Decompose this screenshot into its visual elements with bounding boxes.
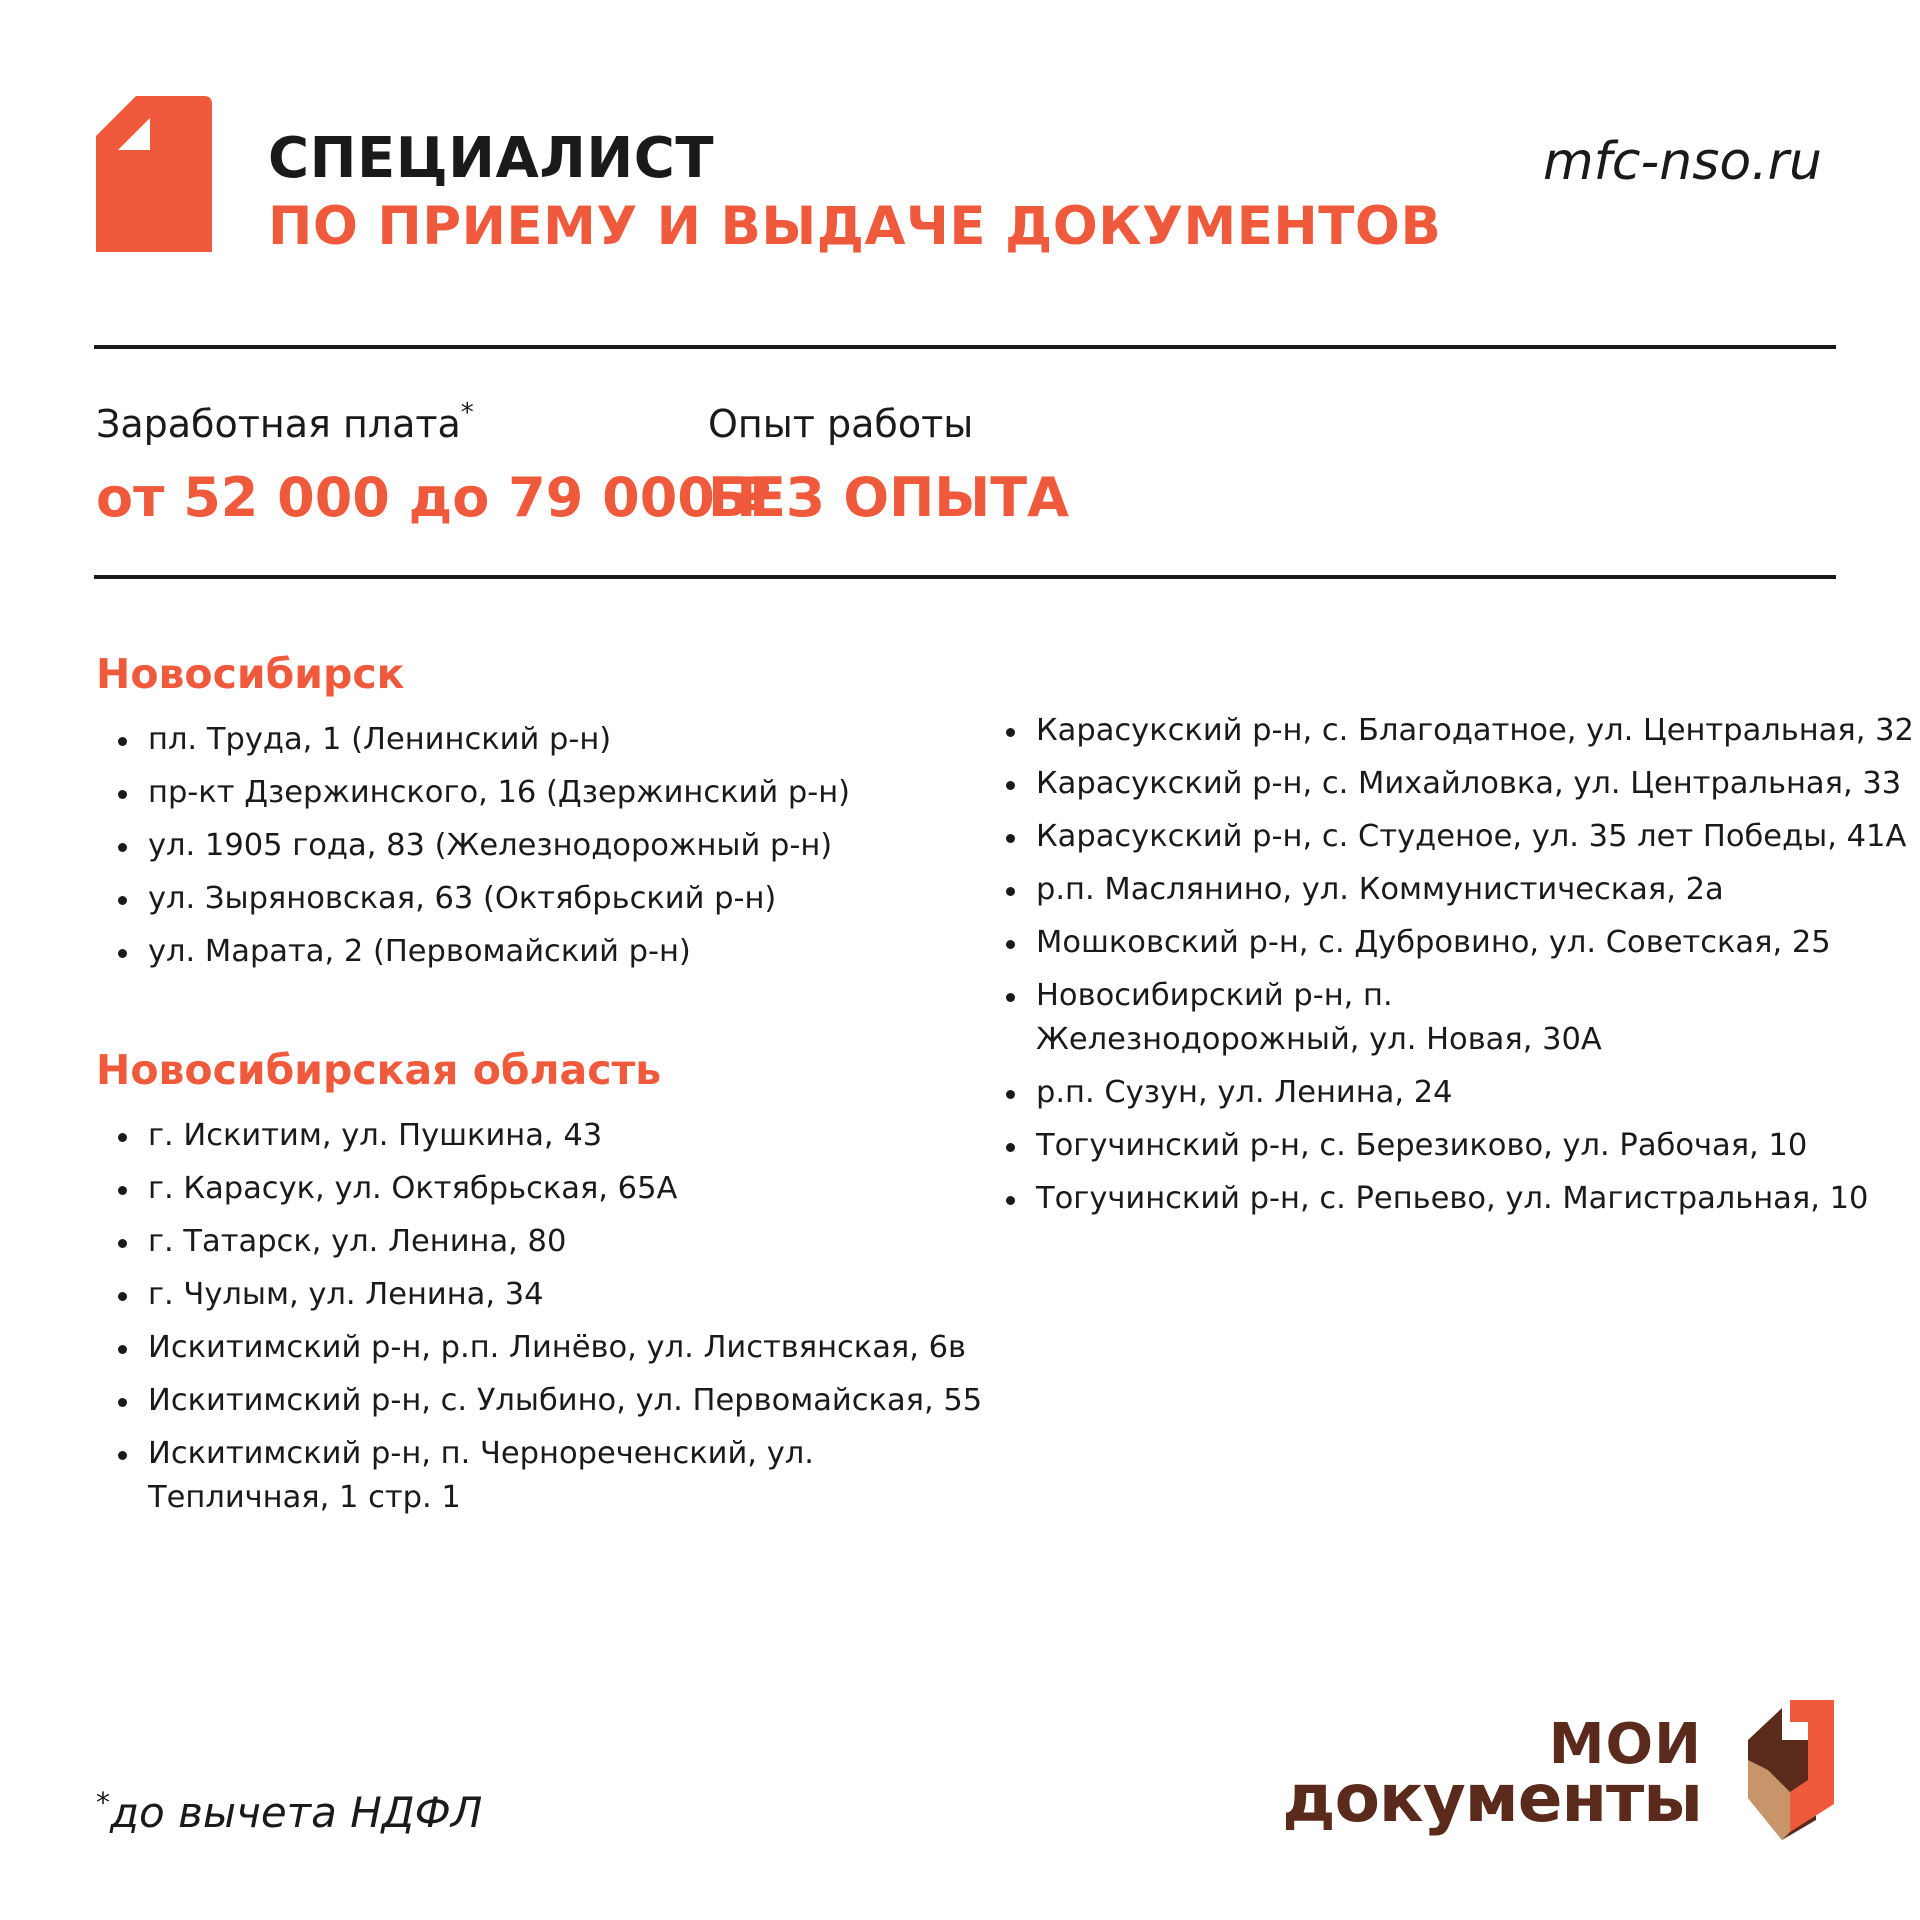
- footnote-text: до вычета НДФЛ: [110, 1788, 483, 1837]
- list-item: ул. Зыряновская, 63 (Октябрьский р-н): [96, 877, 956, 921]
- my-documents-logo-icon: [1728, 1700, 1836, 1844]
- list-item: ул. Марата, 2 (Первомайский р-н): [96, 930, 956, 974]
- salary-label: [96, 398, 474, 446]
- document-icon: [96, 96, 212, 252]
- section-title-region: Новосибирская область: [96, 1046, 662, 1094]
- list-item: Тогучинский р-н, с. Березиково, ул. Рабочая, 10: [984, 1124, 1864, 1168]
- experience-value: БЕЗ ОПЫТА: [708, 466, 1069, 529]
- list-item: пл. Труда, 1 (Ленинский р-н): [96, 718, 956, 762]
- divider-top: [94, 345, 1836, 349]
- experience-label: Опыт работы: [708, 402, 974, 446]
- page-title: СПЕЦИАЛИСТ: [268, 126, 715, 191]
- address-list-region: [96, 1114, 983, 1529]
- list-item: ул. 1905 года, 83 (Железнодорожный р-н): [96, 824, 956, 868]
- footnote: [96, 1788, 482, 1837]
- salary-label-text: Заработная плата: [96, 402, 461, 446]
- list-item: Искитимский р-н, п. Чернореченский, ул. Тепличная, 1 стр. 1: [96, 1432, 908, 1520]
- title-block: [268, 125, 1441, 261]
- logo-text-moi: МОИ: [1548, 1712, 1702, 1777]
- section-title-novosibirsk: Новосибирск: [96, 650, 405, 698]
- list-item: пр-кт Дзержинского, 16 (Дзержинский р-н): [96, 771, 956, 815]
- list-item: Искитимский р-н, с. Улыбино, ул. Первомайская, 55: [96, 1379, 956, 1423]
- list-item: Новосибирский р-н, п. Железнодорожный, ул. Новая, 30А: [984, 974, 1696, 1062]
- logo-text-documents: документы: [1282, 1760, 1702, 1837]
- list-item: Карасукский р-н, с. Михайловка, ул. Центральная, 33: [984, 762, 1864, 806]
- list-item: р.п. Маслянино, ул. Коммунистическая, 2а: [984, 868, 1864, 912]
- list-item: г. Чулым, ул. Ленина, 34: [96, 1273, 956, 1317]
- page-subtitle: ПО ПРИЕМУ И ВЫДАЧЕ ДОКУМЕНТОВ: [268, 196, 1442, 257]
- list-item: р.п. Сузун, ул. Ленина, 24: [984, 1071, 1864, 1115]
- list-item: Карасукский р-н, с. Студеное, ул. 35 лет Победы, 41А: [984, 815, 1864, 859]
- list-item: Карасукский р-н, с. Благодатное, ул. Центральная, 32: [984, 709, 1864, 753]
- list-item: г. Карасук, ул. Октябрьская, 65А: [96, 1167, 956, 1211]
- list-item: Искитимский р-н, р.п. Линёво, ул. Листвянская, 6в: [96, 1326, 956, 1370]
- salary-asterisk: *: [460, 398, 474, 428]
- list-item: г. Татарск, ул. Ленина, 80: [96, 1220, 956, 1264]
- list-item: Мошковский р-н, с. Дубровино, ул. Советская, 25: [984, 921, 1864, 965]
- site-link[interactable]: mfc-nso.ru: [1542, 132, 1822, 192]
- list-item: Тогучинский р-н, с. Репьево, ул. Магистральная, 10: [984, 1177, 1864, 1221]
- salary-value: от 52 000 до 79 000 ₽: [96, 466, 772, 529]
- footnote-star: *: [96, 1786, 110, 1819]
- list-item: г. Искитим, ул. Пушкина, 43: [96, 1114, 956, 1158]
- address-list-region-continued: [984, 709, 1914, 1230]
- address-list-novosibirsk: [96, 718, 956, 983]
- divider-bottom: [94, 575, 1836, 579]
